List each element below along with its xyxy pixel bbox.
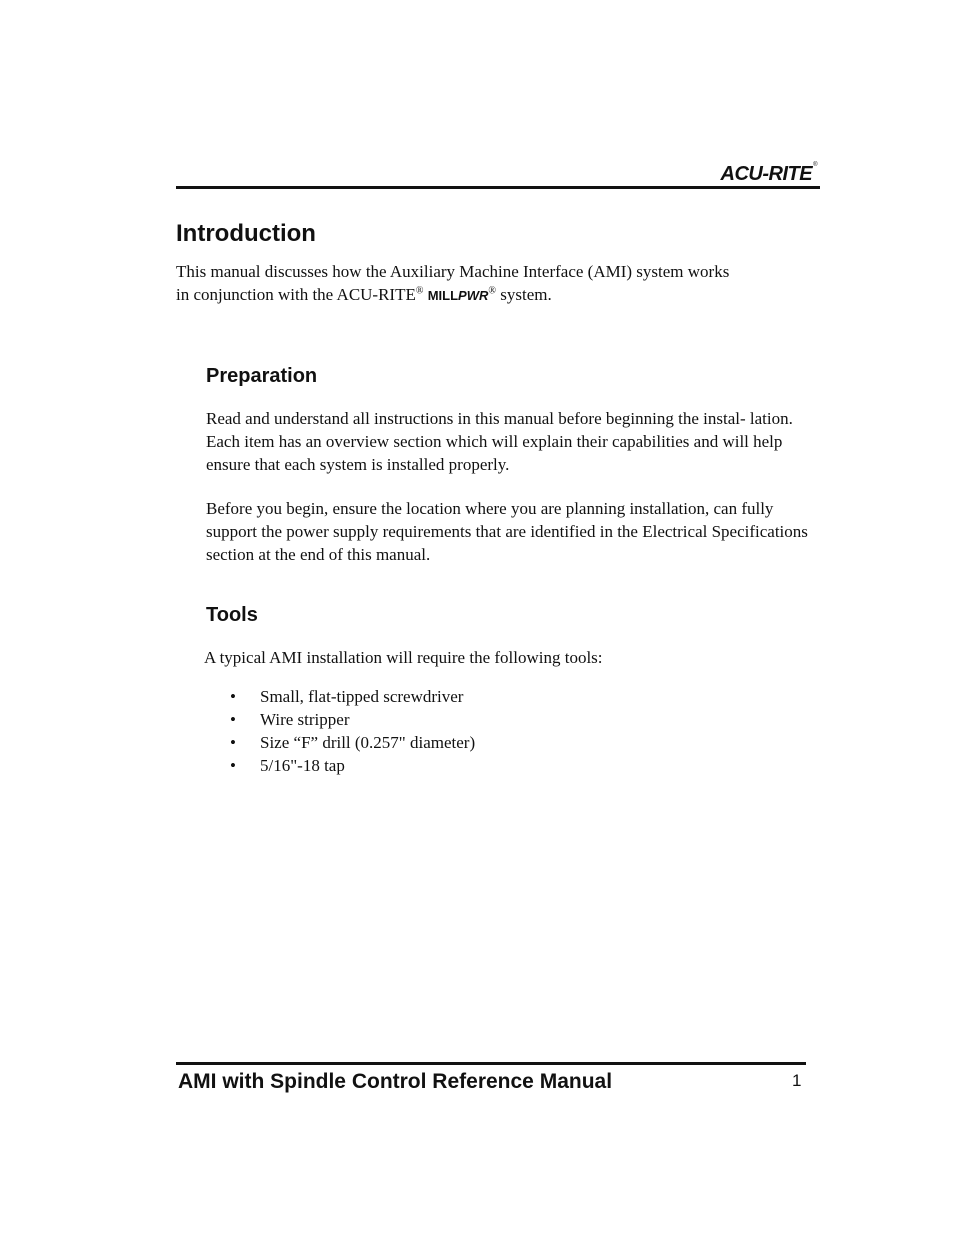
- page-title: Introduction: [176, 220, 316, 247]
- product-name-pwr: PWR: [458, 288, 489, 303]
- list-item-text: Wire stripper: [260, 710, 350, 729]
- list-item: [230, 731, 475, 754]
- footer-rule: [176, 1062, 806, 1065]
- product-name-mill: MILL: [427, 288, 459, 303]
- bullet: •: [230, 733, 236, 752]
- preparation-paragraph-1: Read and understand all instructions in this manual before beginning the instal- lation. Each item has an overview section which will explain their capabilities and will help ensure that each system is installed properly.: [206, 409, 793, 474]
- introduction-line-1: This manual discusses how the Auxiliary Machine Interface (AMI) system works: [176, 262, 730, 281]
- tools-heading: Tools: [206, 604, 258, 626]
- bullet: •: [230, 687, 236, 706]
- tools-list: [230, 685, 475, 777]
- header-rule: [176, 186, 820, 189]
- list-item: [230, 754, 475, 777]
- list-item-text: Size “F” drill (0.257" diameter): [260, 733, 476, 752]
- brand-logo: [721, 163, 817, 186]
- page-number: 1: [792, 1071, 802, 1090]
- brand-registered-mark: ®: [813, 162, 817, 168]
- list-item-text: Small, flat-tipped screwdriver: [260, 687, 464, 706]
- list-item: [230, 685, 475, 708]
- preparation-paragraph-2: Before you begin, ensure the location where you are planning installation, can fully support the power supply requirements that are identified in the Electrical Specifications section at the end of this manual.: [206, 499, 808, 564]
- registered-mark: ®: [415, 285, 424, 297]
- footer-title: AMI with Spindle Control Reference Manual: [178, 1070, 613, 1093]
- product-registered-mark: ®: [488, 285, 496, 297]
- list-item: [230, 708, 475, 731]
- introduction-paragraph: [176, 260, 806, 307]
- list-item-text: 5/16"-18 tap: [260, 756, 345, 775]
- preparation-heading: Preparation: [206, 365, 318, 387]
- product-name: [428, 288, 489, 303]
- brand-name: ACU-RITE: [720, 163, 813, 185]
- bullet: •: [230, 710, 236, 729]
- introduction-line-2: in conjunction with the ACU-RITE: [176, 285, 416, 304]
- introduction-line-2-suffix: system.: [496, 285, 552, 304]
- tools-intro: A typical AMI installation will require the following tools:: [204, 648, 603, 667]
- bullet: •: [230, 756, 236, 775]
